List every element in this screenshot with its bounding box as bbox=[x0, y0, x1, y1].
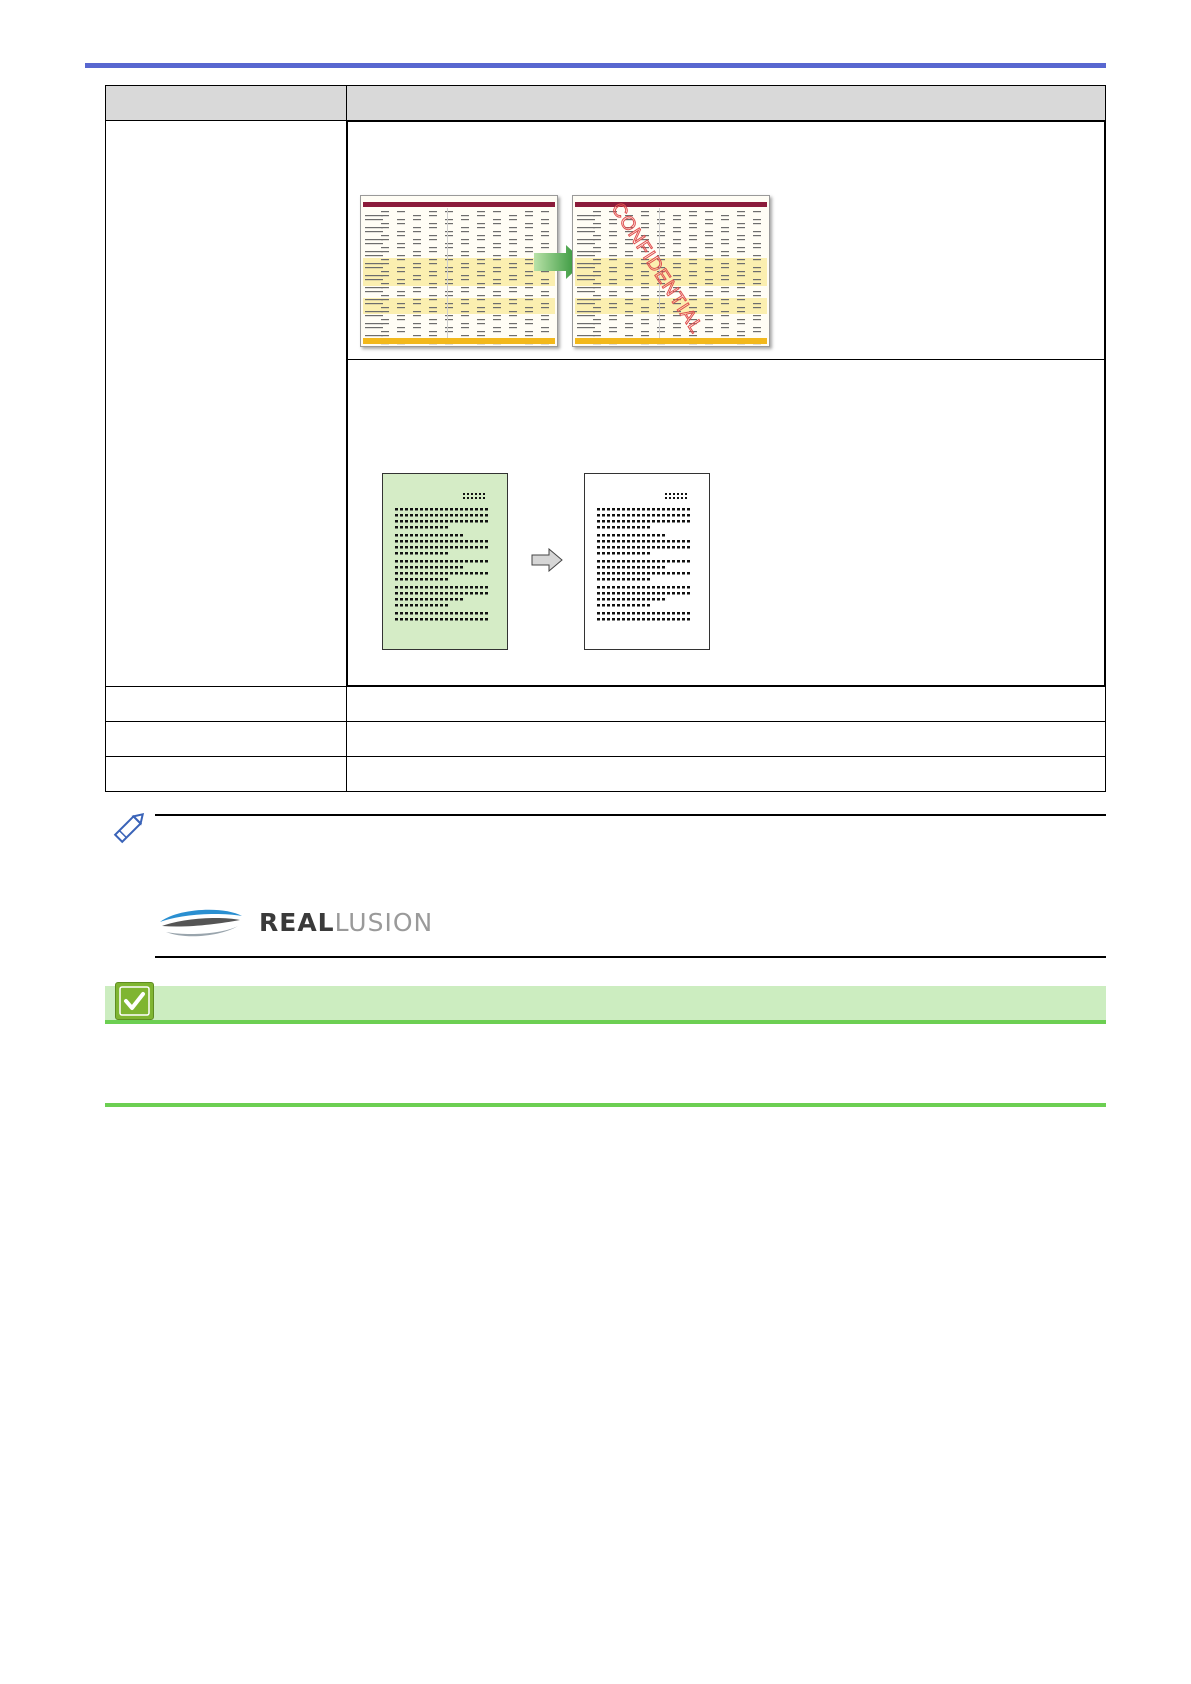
watermark-illustration-cell bbox=[348, 122, 1105, 360]
gray-arrow-icon bbox=[531, 548, 563, 572]
confidential-watermark-text: CONFIDENTIAL bbox=[606, 199, 707, 338]
spreadsheet-watermarked-image bbox=[572, 195, 770, 347]
checkmark-icon bbox=[115, 982, 154, 1020]
table-header-row bbox=[106, 86, 1106, 121]
background-removal-illustration-cell bbox=[348, 360, 1105, 686]
row-label-cell bbox=[106, 722, 347, 757]
related-information-rule bbox=[105, 1020, 1106, 1024]
table-row bbox=[106, 687, 1106, 722]
related-bottom-rule bbox=[105, 1103, 1106, 1107]
feature-description-cell bbox=[347, 121, 1106, 687]
table-row-feature bbox=[106, 121, 1106, 687]
row-text-cell bbox=[347, 687, 1106, 722]
header-cell-description bbox=[347, 86, 1106, 121]
table-row bbox=[106, 722, 1106, 757]
note-top-rule bbox=[155, 814, 1106, 816]
reallusion-logo bbox=[158, 904, 433, 940]
note-bottom-rule bbox=[155, 956, 1106, 958]
row-label-cell bbox=[106, 687, 347, 722]
spreadsheet-original-image bbox=[360, 195, 558, 347]
table-row bbox=[106, 757, 1106, 792]
document-colored-background-image bbox=[382, 473, 508, 650]
document-white-background-image bbox=[584, 473, 710, 650]
feature-label-cell bbox=[106, 121, 347, 687]
logo-word-dark: REAL bbox=[259, 907, 335, 937]
logo-swoosh-icon bbox=[158, 904, 243, 940]
pencil-icon bbox=[110, 807, 150, 847]
logo-word-light: LUSION bbox=[334, 907, 434, 937]
row-text-cell bbox=[347, 757, 1106, 792]
row-text-cell bbox=[347, 722, 1106, 757]
header-cell-option bbox=[106, 86, 347, 121]
settings-table bbox=[105, 85, 1106, 792]
top-accent-rule bbox=[85, 63, 1106, 68]
related-information-bar bbox=[105, 986, 1106, 1020]
row-label-cell bbox=[106, 757, 347, 792]
